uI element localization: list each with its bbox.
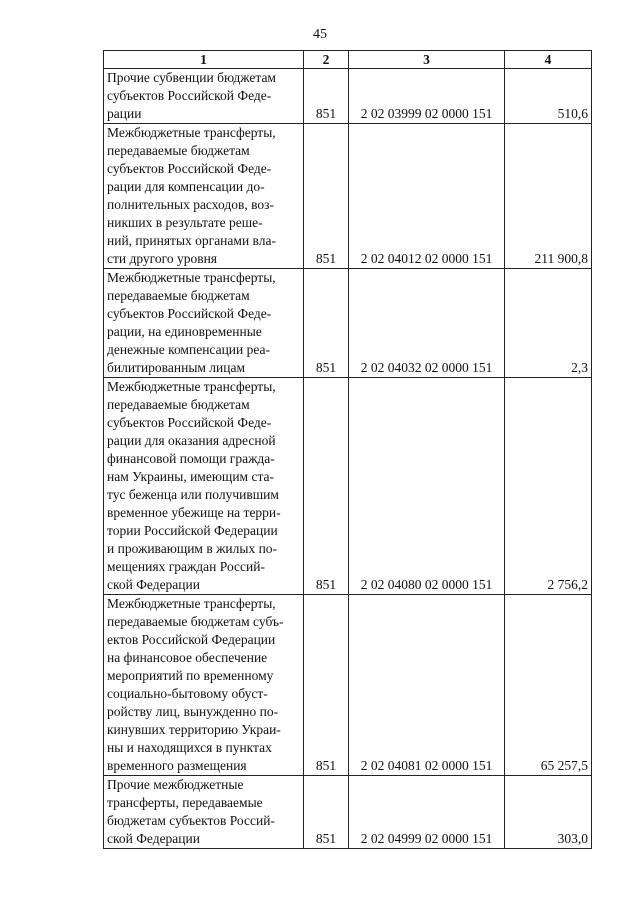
row-kbk-cell: 2 02 04080 02 0000 151 <box>349 378 505 595</box>
row-name-cell: Межбюджетные трансферты, передаваемые бюджетам субъектов Российской Феде- рации для оказания адресной финансовой помощи гражда- нам Украины, имеющим ста- тус беженца или получившим временное убежище на терри- тории Российской Федерации и проживающим в жилых по- мещениях граждан Россий- ской Федерации <box>104 378 304 595</box>
row-kbk-cell: 2 02 04999 02 0000 151 <box>349 776 505 849</box>
row-kbk-cell: 2 02 04032 02 0000 151 <box>349 269 505 378</box>
table-row <box>104 776 592 849</box>
column-header: 2 <box>304 51 349 69</box>
row-amount-cell: 211 900,8 <box>505 124 592 269</box>
row-name-cell: Межбюджетные трансферты, передаваемые бюджетам субъектов Российской Феде- рации для компенсации до- полнительных расходов, воз- никших в результате реше- ний, принятых органами вла- сти другого уровня <box>104 124 304 269</box>
row-name-cell: Межбюджетные трансферты, передаваемые бюджетам субъектов Российской Феде- рации, на единовременные денежные компенсации реа- билитированным лицам <box>104 269 304 378</box>
row-code-cell: 851 <box>304 269 349 378</box>
row-code-cell: 851 <box>304 69 349 124</box>
row-amount-cell: 2 756,2 <box>505 378 592 595</box>
row-name-cell: Прочие межбюджетные трансферты, передаваемые бюджетам субъектов Россий- ской Федерации <box>104 776 304 849</box>
column-header: 3 <box>349 51 505 69</box>
row-amount-cell: 2,3 <box>505 269 592 378</box>
column-header: 4 <box>505 51 592 69</box>
row-name-cell: Межбюджетные трансферты, передаваемые бюджетам субъ- ектов Российской Федерации на финансовое обеспечение мероприятий по временному социально-бытовому обуст- ройству лиц, вынужденно по- кинувших территорию Украи- ны и находящихся в пунктах временного размещения <box>104 595 304 776</box>
table-row <box>104 378 592 595</box>
row-kbk-cell: 2 02 04081 02 0000 151 <box>349 595 505 776</box>
table-header-row <box>104 51 592 69</box>
row-code-cell: 851 <box>304 124 349 269</box>
row-code-cell: 851 <box>304 776 349 849</box>
row-code-cell: 851 <box>304 378 349 595</box>
budget-table <box>103 50 592 849</box>
table-row <box>104 69 592 124</box>
table-row <box>104 595 592 776</box>
row-amount-cell: 303,0 <box>505 776 592 849</box>
table-row <box>104 269 592 378</box>
row-kbk-cell: 2 02 04012 02 0000 151 <box>349 124 505 269</box>
row-kbk-cell: 2 02 03999 02 0000 151 <box>349 69 505 124</box>
row-amount-cell: 65 257,5 <box>505 595 592 776</box>
table-row <box>104 124 592 269</box>
row-amount-cell: 510,6 <box>505 69 592 124</box>
page-number: 45 <box>313 27 327 42</box>
column-header: 1 <box>104 51 304 69</box>
row-code-cell: 851 <box>304 595 349 776</box>
row-name-cell: Прочие субвенции бюджетам субъектов Российской Феде- рации <box>104 69 304 124</box>
